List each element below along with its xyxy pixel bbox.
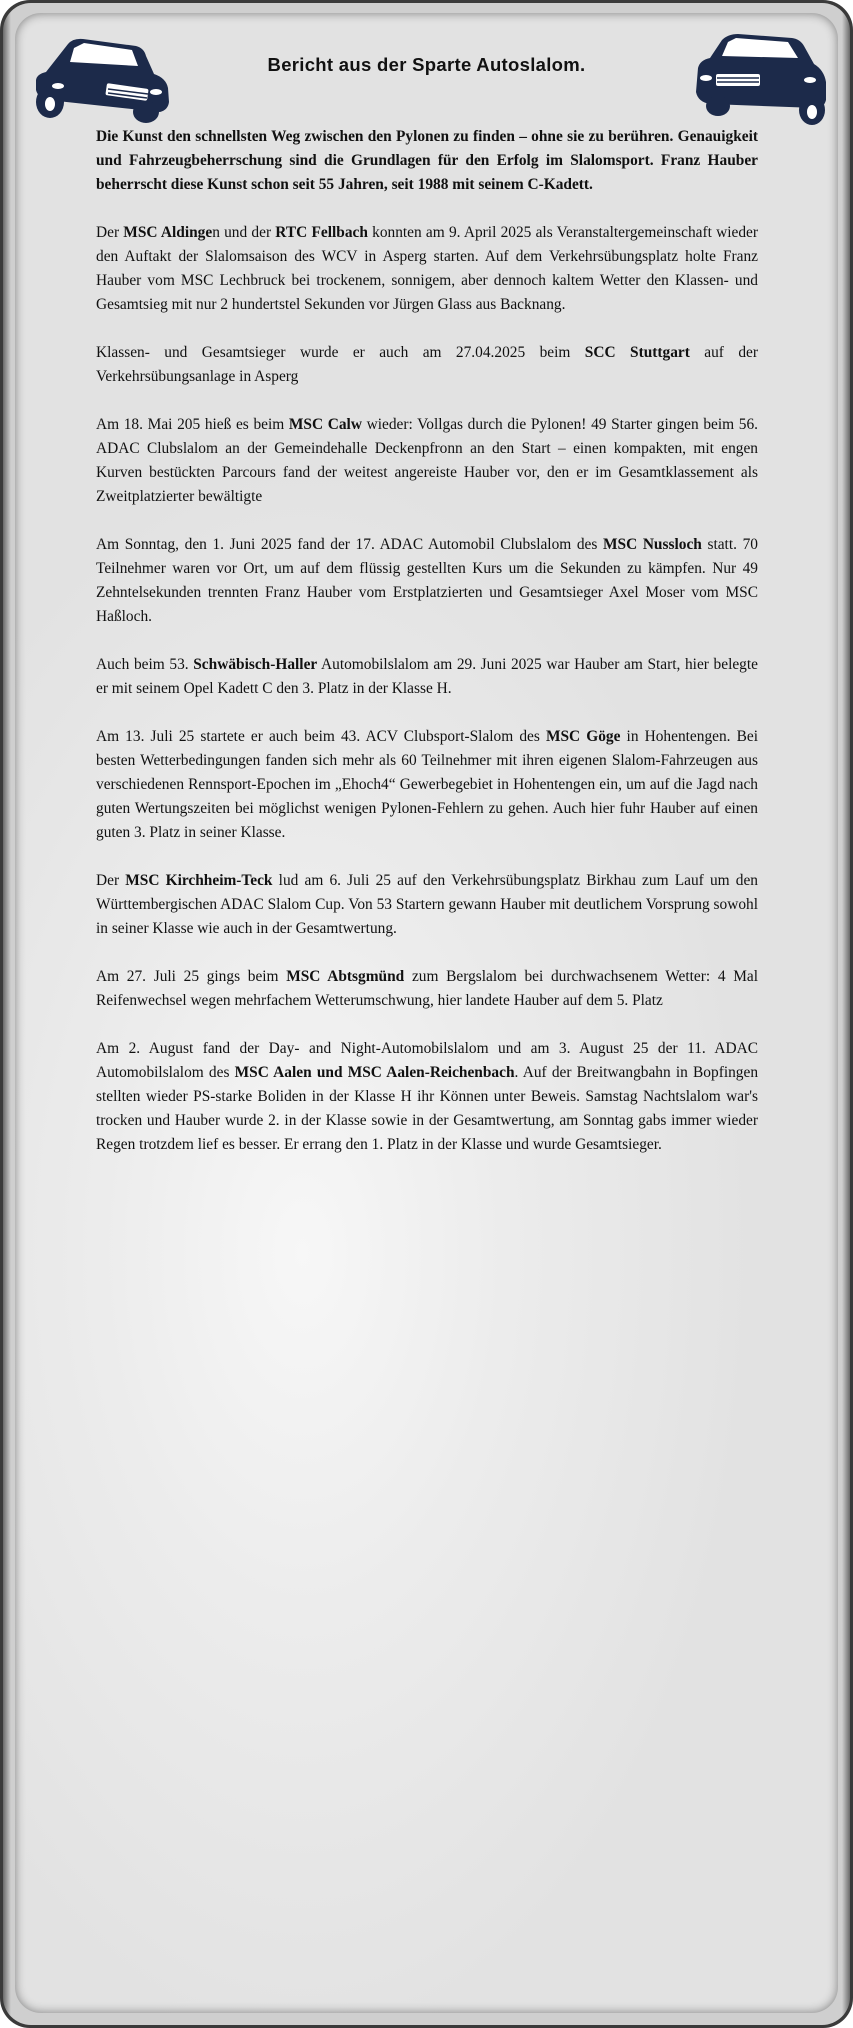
paragraph-text: Am 2. August fand der Day- and Night-Automobilslalom und am 3. August 25 der 11. ADAC Automobilslalom des <box>96 1040 758 1081</box>
article-paragraph <box>96 533 758 629</box>
rally-car-icon <box>28 32 174 124</box>
article-body <box>96 125 758 1181</box>
article-paragraph <box>96 653 758 701</box>
club-name: RTC Fellbach <box>275 224 368 241</box>
paragraph-text: Am Sonntag, den 1. Juni 2025 fand der 17. ADAC Automobil Clubslalom des <box>96 536 603 553</box>
paragraph-text: . Auf der Breitwangbahn in Bopfingen stellten wieder PS-starke Boliden in der Klasse H ihr Können unter Beweis. Samstag Nachtslalom war's trocken und Hauber wurde 2. in der Klasse sowie in der Gesamtwertung, am Sonntag gabs immer wieder Regen trotzdem lief es besser. Er errang den 1. Platz in der Klasse und wurde Gesamtsieger. <box>96 1064 759 1153</box>
article-paragraph <box>96 869 758 941</box>
paragraph-text: wieder: Vollgas durch die Pylonen! 49 Starter gingen beim 56. ADAC Clubslalom an der Gemeindehalle Deckenpfronn an den Start – einen kompakten, mit engen Kurven bestückten Parcours fand der weitest angereiste Hauber vor, den er im Gesamtklassement als Zweitplatzierter bewältigte <box>96 416 758 505</box>
article-paragraph <box>96 413 758 509</box>
paragraph-text: n und der <box>212 224 276 241</box>
paragraph-text: Am 13. Juli 25 startete er auch beim 43. ACV Clubsport-Slalom des <box>96 728 546 745</box>
paragraph-text: Auch beim 53. <box>96 656 194 673</box>
paragraph-text: Automobilslalom am 29. Juni 2025 war Hauber am Start, hier belegte er mit seinem Opel Kadett C den 3. Platz in der Klasse H. <box>96 656 758 697</box>
article-paragraph <box>96 221 758 317</box>
paragraph-text: in Hohentengen. Bei besten Wetterbedingungen fanden sich mehr als 60 Teilnehmer mit ihren eigenen Slalom-Fahrzeugen aus verschiedenen Rennsport-Epochen im „Ehoch4“ Gewerbegebiet in Hohentengen ein, um auf die Jagd nach guten Wertungszeiten bei möglichst wenigen Pylonen-Fehlern zu gehen. Auch hier fuhr Hauber auf einen guten 3. Platz in seiner Klasse. <box>96 728 758 841</box>
article-paragraph <box>96 965 758 1013</box>
paragraph-text: Am 18. Mai 205 hieß es beim <box>96 416 289 433</box>
club-name: MSC Aalen und MSC Aalen-Reichenbach <box>234 1064 515 1081</box>
club-name: Schwäbisch-Haller <box>193 656 318 673</box>
article-paragraph <box>96 725 758 845</box>
paragraph-text: Am 27. Juli 25 gings beim <box>96 968 287 985</box>
rally-car-icon <box>688 30 830 126</box>
paragraph-text: auf der Verkehrsübungsanlage in Asperg <box>96 344 759 385</box>
paragraph-text: konnten am 9. April 2025 als Veranstaltergemeinschaft wieder den Auftakt der Slalomsaison des WCV in Asperg starten. Auf dem Verkehrsübungsplatz holte Franz Hauber vom MSC Lechbruck bei trockenem, sonnigem, aber dennoch kaltem Wetter den Klassen- und Gesamtsieg mit nur 2 hundertstel Sekunden vor Jürgen Glass aus Backnang. <box>96 224 758 313</box>
club-name: SCC Stuttgart <box>584 344 690 361</box>
paragraph-text: statt. 70 Teilnehmer waren vor Ort, um auf dem flüssig gestellten Kurs um die Sekunden zu kämpfen. Nur 49 Zehntelsekunden trennten Franz Hauber vom Erstplatzierten und Gesamtsieger Axel Moser vom MSC Haßloch. <box>96 536 758 625</box>
club-name: MSC Calw <box>288 416 362 433</box>
paragraph-text: zum Bergslalom bei durchwachsenem Wetter: 4 Mal Reifenwechsel wegen mehrfachem Wetterumschwung, hier landete Hauber auf dem 5. Platz <box>96 968 758 1009</box>
page-title: Bericht aus der Sparte Autoslalom. <box>267 54 586 75</box>
article-paragraph <box>96 341 758 389</box>
intro-paragraph: Die Kunst den schnellsten Weg zwischen den Pylonen zu finden – ohne sie zu berühren. Genauigkeit und Fahrzeugbeherrschung sind die Grundlagen für den Erfolg im Slalomsport. Franz Hauber beherrscht diese Kunst schon seit 55 Jahren, seit 1988 mit seinem C-Kadett. <box>96 128 758 193</box>
paragraph-text: Der <box>96 872 126 889</box>
club-name: MSC Nussloch <box>603 536 702 553</box>
paragraph-text: lud am 6. Juli 25 auf den Verkehrsübungsplatz Birkhau zum Lauf um den Württembergischen ADAC Slalom Cup. Von 53 Startern gewann Hauber mit deutlichem Vorsprung sowohl in seiner Klasse wie auch in der Gesamtwertung. <box>96 872 758 937</box>
club-name: MSC Kirchheim-Teck <box>125 872 273 889</box>
club-name: MSC Aldinge <box>123 224 213 241</box>
paragraph-text: Klassen- und Gesamtsieger wurde er auch am 27.04.2025 beim <box>96 344 585 361</box>
club-name: MSC Göge <box>545 728 621 745</box>
paragraph-text: Der <box>96 224 124 241</box>
article-paragraph <box>96 1037 758 1157</box>
club-name: MSC Abtsgmünd <box>286 968 405 985</box>
